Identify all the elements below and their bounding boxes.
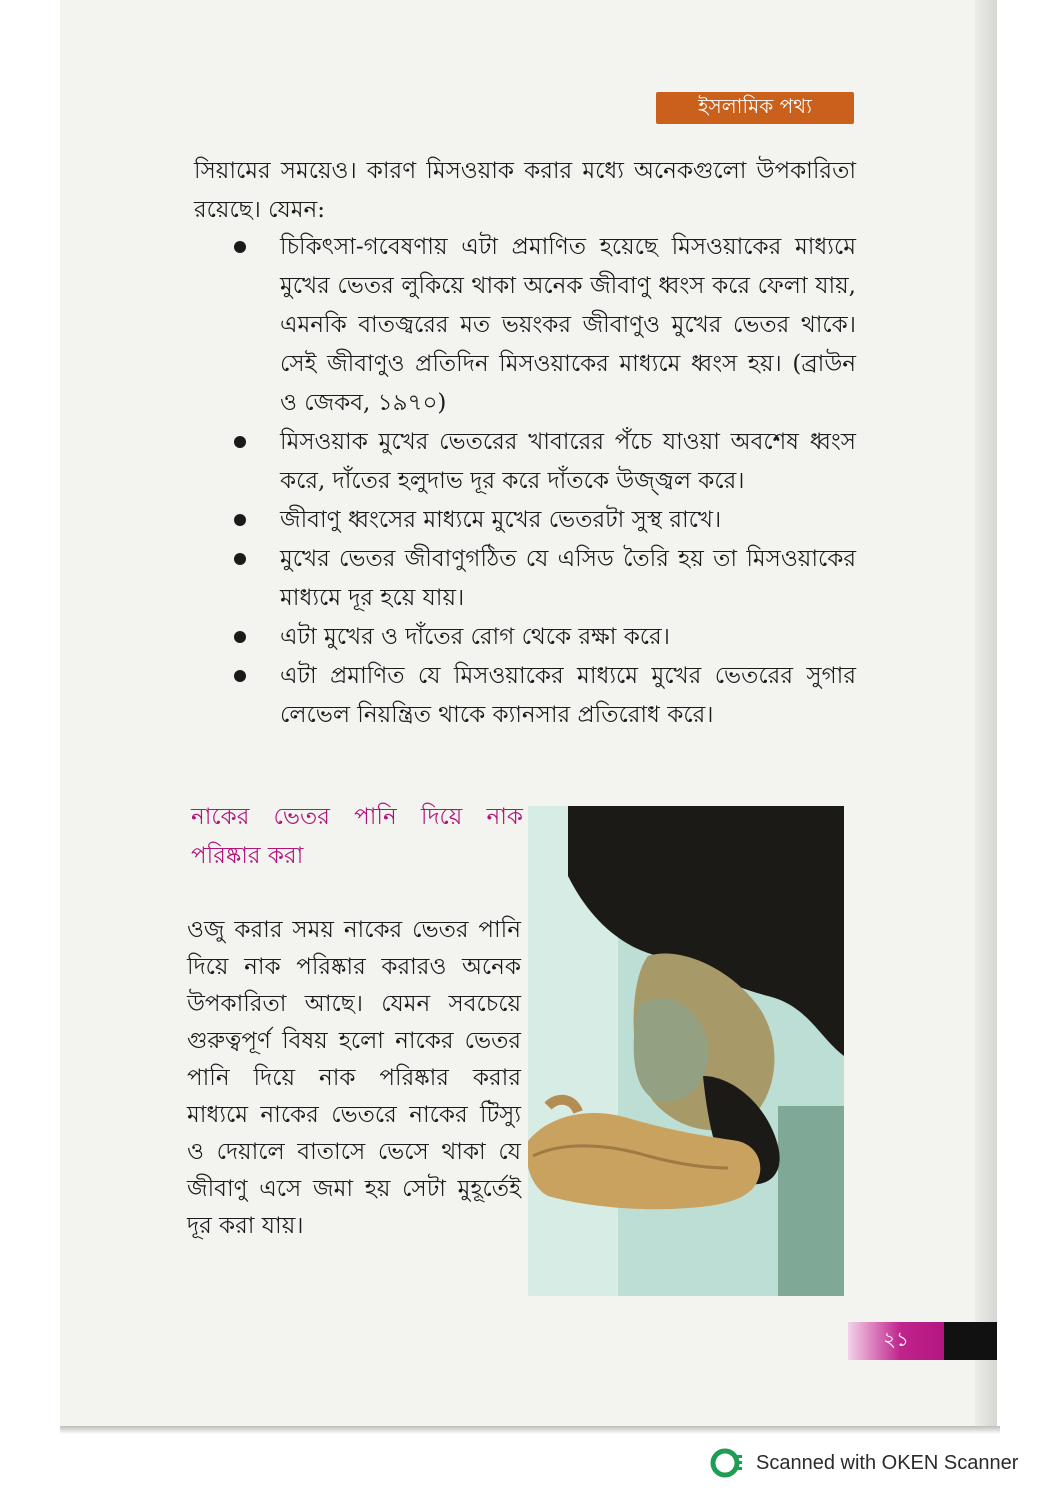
page-shadow	[60, 1426, 1000, 1434]
list-item-text: এটা মুখের ও দাঁতের রোগ থেকে রক্ষা করে।	[280, 624, 670, 650]
intro-paragraph: সিয়ামের সময়েও। কারণ মিসওয়াক করার মধ্যে অনেকগুলো উপকারিতা রয়েছে। যেমন:	[194, 158, 856, 223]
list-item	[234, 501, 856, 540]
list-item	[234, 228, 856, 423]
bullet-icon	[234, 631, 246, 643]
list-item-text: এটা প্রমাণিত যে মিসওয়াকের মাধ্যমে মুখের ভেতরের সুগার লেভেল নিয়ন্ত্রিত থাকে ক্যানসার প্রতিরোধ করে।	[280, 663, 856, 728]
list-item	[234, 657, 856, 735]
page-edge	[975, 0, 997, 1432]
oken-logo-icon	[710, 1446, 744, 1480]
scanner-watermark	[710, 1446, 1018, 1480]
list-item-text: মুখের ভেতর জীবাণুগঠিত যে এসিড তৈরি হয় তা মিসওয়াকের মাধ্যমে দূর হয়ে যায়।	[280, 546, 856, 611]
scanner-label: Scanned with OKEN Scanner	[756, 1451, 1019, 1474]
bullet-icon	[234, 670, 246, 682]
bullet-icon	[234, 553, 246, 565]
page-number-bar	[944, 1322, 997, 1360]
list-item-text: চিকিৎসা-গবেষণায় এটা প্রমাণিত হয়েছে মিসওয়াকের মাধ্যমে মুখের ভেতর লুকিয়ে থাকা অনেক জীবাণু ধ্বংস করে ফেলা যায়, এমনকি বাতজ্বরের মত ভয়ংকর জীবাণুও মুখের ভেতর থাকে। সেই জীবাণুও প্রতিদিন মিসওয়াকের মাধ্যমে ধ্বংস হয়। (ব্রাউন ও জেকব, ১৯৭০)	[280, 234, 856, 416]
section-body: ওজু করার সময় নাকের ভেতর পানি দিয়ে নাক পরিষ্কার করারও অনেক উপকারিতা আছে। যেমন সবচেয়ে গুরুত্বপূর্ণ বিষয় হলো নাকের ভেতর পানি দিয়ে নাক পরিষ্কার করার মাধ্যমে নাকের ভেতরে নাকের টিস্যু ও দেয়ালে বাতাসে ভেসে থাকা যে জীবাণু এসে জমা হয় সেটা মুহূর্তেই দূর করা যায়।	[187, 917, 521, 1239]
list-item	[234, 423, 856, 501]
list-item-text: মিসওয়াক মুখের ভেতরের খাবারের পঁচে যাওয়া অবশেষ ধ্বংস করে, দাঁতের হলুদাভ দূর করে দাঁতকে উজ্জ্বল করে।	[280, 429, 856, 494]
bullet-icon	[234, 514, 246, 526]
header-tab: ইসলামিক পথ্য	[656, 92, 854, 124]
page-number: ২১	[848, 1322, 944, 1360]
bullet-icon	[234, 436, 246, 448]
bullet-icon	[234, 241, 246, 253]
section-heading: নাকের ভেতর পানি দিয়ে নাক পরিষ্কার করা	[191, 804, 523, 869]
list-item	[234, 618, 856, 657]
benefits-list	[234, 228, 856, 735]
wudu-nose-rinse-photo	[528, 806, 844, 1296]
list-item	[234, 540, 856, 618]
list-item-text: জীবাণু ধ্বংসের মাধ্যমে মুখের ভেতরটা সুস্থ রাখে।	[280, 507, 722, 533]
